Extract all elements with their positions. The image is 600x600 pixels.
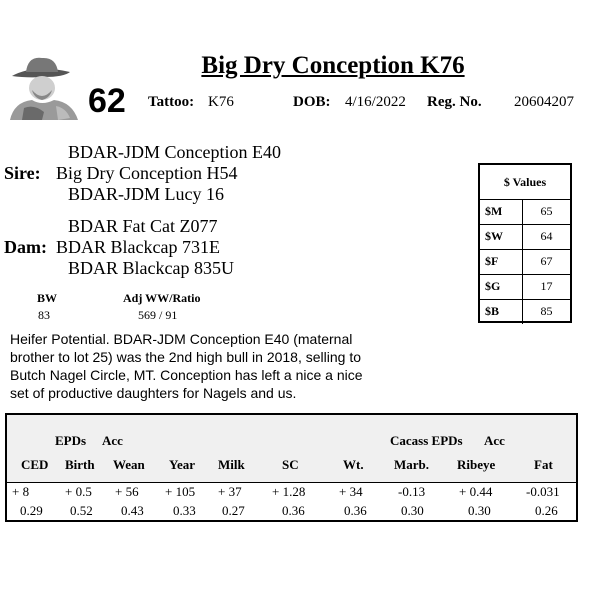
- bw-label: BW: [37, 291, 58, 305]
- dollar-values-title: $ Values: [480, 165, 570, 200]
- carcass-acc-label: Acc: [484, 433, 505, 448]
- sire-grandsire: BDAR-JDM Conception E40: [68, 142, 281, 162]
- epd-value-milk: + 37: [218, 484, 242, 499]
- acc-value-ced: 0.29: [20, 503, 43, 518]
- epd-table: [5, 413, 578, 522]
- epd-value-fat: -0.031: [526, 484, 560, 499]
- dollar-value-label: $M: [485, 204, 503, 218]
- sire-label: Sire:: [4, 163, 41, 183]
- dollar-value-row: [480, 199, 570, 225]
- epd-acc-label: Acc: [102, 433, 123, 448]
- dollar-value-row: [480, 274, 570, 300]
- reg-label: Reg. No.: [427, 94, 482, 110]
- dollar-value-number: 64: [522, 224, 570, 249]
- dollar-values-table: [478, 163, 572, 323]
- epd-value-wt: + 34: [339, 484, 363, 499]
- col-milk: Milk: [218, 457, 245, 472]
- acc-value-sc: 0.36: [282, 503, 305, 518]
- dollar-value-label: $F: [485, 254, 499, 268]
- dollar-value-number: 17: [522, 274, 570, 299]
- acc-value-year: 0.33: [173, 503, 196, 518]
- sire-granddam: BDAR-JDM Lucy 16: [68, 184, 224, 204]
- lot-number: 62: [88, 82, 126, 120]
- ww-value: 569 / 91: [138, 308, 178, 322]
- col-fat: Fat: [534, 457, 553, 472]
- acc-value-ribeye: 0.30: [468, 503, 491, 518]
- acc-value-wean: 0.43: [121, 503, 144, 518]
- dob-label: DOB:: [293, 94, 331, 110]
- epd-header: [7, 415, 576, 483]
- dollar-value-row: [480, 249, 570, 275]
- col-marb: Marb.: [394, 457, 430, 472]
- acc-value-milk: 0.27: [222, 503, 245, 518]
- dam-label: Dam:: [4, 237, 47, 257]
- bw-value: 83: [38, 308, 50, 322]
- col-year: Year: [169, 457, 195, 472]
- col-birth: Birth: [65, 457, 95, 472]
- carcass-group-label: Cacass EPDs: [390, 433, 463, 448]
- dam-name: BDAR Blackcap 731E: [56, 237, 220, 257]
- col-wean: Wean: [113, 457, 145, 472]
- epd-value-ribeye: + 0.44: [459, 484, 493, 499]
- dollar-value-number: 65: [522, 199, 570, 224]
- dam-granddam: BDAR Blackcap 835U: [68, 258, 234, 278]
- tattoo-value: K76: [208, 94, 234, 110]
- epd-value-year: + 105: [165, 484, 196, 499]
- dollar-value-label: $B: [485, 304, 500, 318]
- dollar-value-number: 85: [522, 299, 570, 324]
- acc-value-fat: 0.26: [535, 503, 558, 518]
- ww-label: Adj WW/Ratio: [123, 291, 201, 305]
- dollar-value-row: [480, 299, 570, 324]
- epd-value-wean: + 56: [115, 484, 139, 499]
- acc-value-marb: 0.30: [401, 503, 424, 518]
- col-sc: SC: [282, 457, 299, 472]
- epd-value-ced: + 8: [12, 484, 30, 499]
- col-wt: Wt.: [343, 457, 364, 472]
- reg-value: 20604207: [514, 94, 574, 110]
- lot-description: Heifer Potential. BDAR-JDM Conception E40 (maternal brother to lot 25) was the 2nd high bull in 2018, selling to Butch Nagel Circle, MT. Conception has left a nice a nice set of productive daughters for Nagels and us.: [10, 331, 363, 401]
- col-ribeye: Ribeye: [457, 457, 496, 472]
- tattoo-label: Tattoo:: [148, 94, 195, 110]
- dollar-value-label: $W: [485, 229, 503, 243]
- epd-value-marb: -0.13: [398, 484, 426, 499]
- dollar-value-number: 67: [522, 249, 570, 274]
- dollar-value-row: [480, 224, 570, 250]
- epd-group-label: EPDs: [55, 433, 87, 448]
- page-title: Big Dry Conception K76: [201, 52, 465, 79]
- sire-name: Big Dry Conception H54: [56, 163, 238, 183]
- epd-value-sc: + 1.28: [272, 484, 306, 499]
- col-ced: CED: [21, 457, 49, 472]
- dollar-value-label: $G: [485, 279, 501, 293]
- acc-value-birth: 0.52: [70, 503, 93, 518]
- acc-value-wt: 0.36: [344, 503, 367, 518]
- dam-grandsire: BDAR Fat Cat Z077: [68, 216, 218, 236]
- dob-value: 4/16/2022: [345, 94, 406, 110]
- epd-value-birth: + 0.5: [65, 484, 92, 499]
